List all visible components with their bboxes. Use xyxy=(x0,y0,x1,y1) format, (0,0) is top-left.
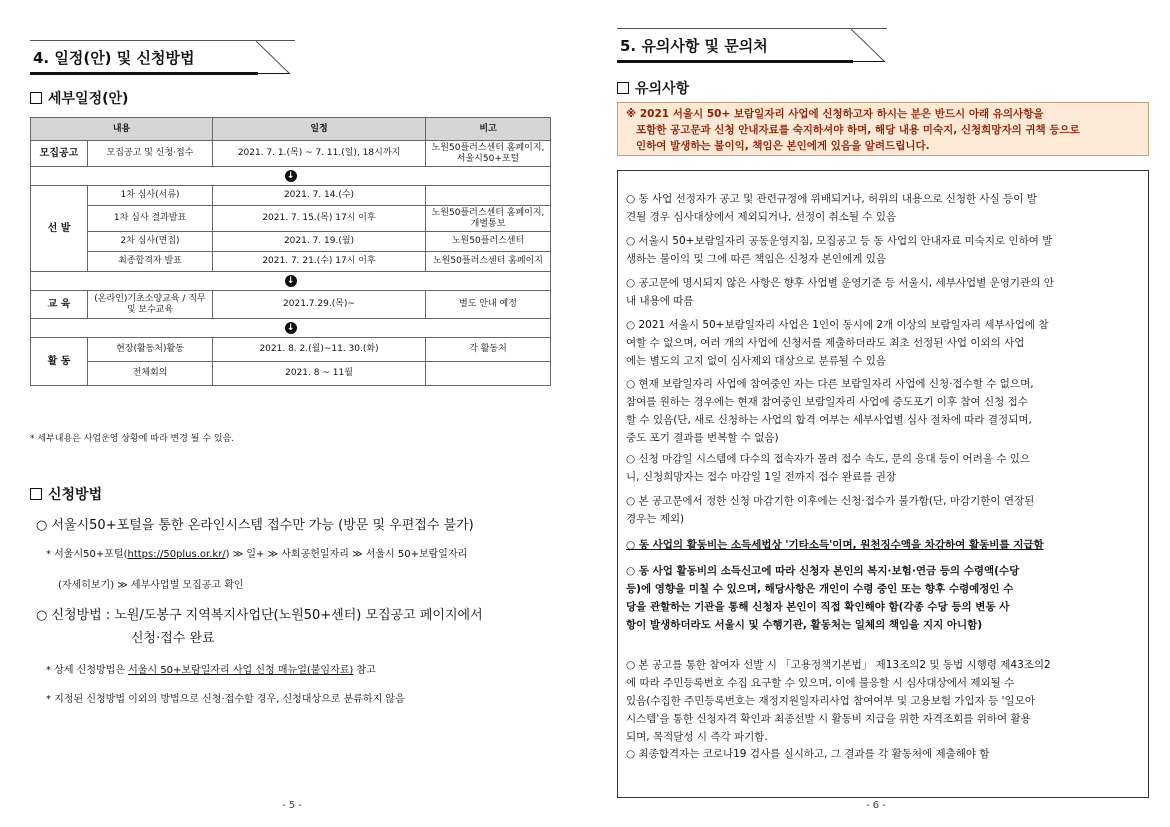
checkbox-square-icon xyxy=(617,82,629,94)
header-content: 내용 xyxy=(31,118,213,141)
date-cell: 2021. 7. 15.(목) 17시 이후 xyxy=(213,206,426,232)
notice-item-line: ○ 2021 서울시 50+보람일자리 사업은 1인이 동시에 2개 이상의 보람일자리 세부사업에 참 xyxy=(626,319,1049,331)
remark-cell: 노원50플러스센터 홈페이지, 개별통보 xyxy=(426,206,551,232)
phase-cell: 교 육 xyxy=(31,291,88,319)
item-cell: 2차 심사(면접) xyxy=(88,232,213,252)
remark-cell: 노원50플러스센터 홈페이지 xyxy=(426,252,551,272)
notice-item-line: 니, 신청희망자는 접수 마감일 1일 전까지 접수 완료를 권장 xyxy=(626,471,897,483)
arrow-row xyxy=(31,272,551,291)
date-cell: 2021. 7. 14.(수) xyxy=(213,186,426,206)
notice-item-line: ○ 동 사업 활동비의 소득신고에 따라 신청자 본인의 복지·보험·연금 등의 수령액(수당 xyxy=(626,565,1020,577)
header-remark: 비고 xyxy=(426,118,551,141)
page-number: - 5 - xyxy=(282,800,302,811)
notice-item-line: 할 수 있음(단, 새로 신청하는 사업의 합격 여부는 세부사업별 심사 절차에 따라 결정되며, xyxy=(626,414,1032,426)
section-title-underline xyxy=(617,60,853,63)
item-cell: 현장(활동처)활동 xyxy=(88,338,213,362)
note-portal-path-cont: (자세히보기) ≫ 세부사업별 모집공고 확인 xyxy=(58,580,244,591)
table-row xyxy=(31,338,551,362)
arrow-down-icon: ↓ xyxy=(285,275,297,287)
notice-item-line: 등)에 영향을 미칠 수 있으며, 해당사항은 개인이 수령 중인 또는 향후 수령예정인 수 xyxy=(626,583,1014,595)
arrow-row xyxy=(31,319,551,338)
manual-reference: 서울시 50+보람일자리 사업 신청 매뉴얼(붙임자료) xyxy=(128,665,354,676)
notice-item-line: ○ 동 사업 선정자가 공고 및 관련규정에 위배되거나, 허위의 내용으로 신청한 사실 등이 발 xyxy=(626,193,1037,205)
arrow-down-icon: ↓ xyxy=(285,322,297,334)
notice-item-line: ○ 서울시 50+보람일자리 공동운영지침, 모집공고 등 동 사업의 안내자료 미숙지로 인하여 발 xyxy=(626,235,1053,247)
notice-banner xyxy=(617,102,1149,156)
note-text: * 상세 신청방법은 xyxy=(46,665,129,676)
notice-item-line: ○ 신청 마감일 시스템에 다수의 접속자가 몰려 접수 속도, 문의 응대 등이 어려울 수 있으 xyxy=(626,453,1031,465)
bullet-apply-method-cont: 신청·접수 완료 xyxy=(131,631,215,646)
subheading-text: 세부일정(안) xyxy=(48,91,129,107)
subheading-notice xyxy=(617,78,689,98)
portal-link[interactable]: https://50plus.or.kr/ xyxy=(127,549,226,560)
page-6 xyxy=(585,0,1170,827)
table-row xyxy=(31,206,551,232)
notice-item-line: 에는 별도의 고지 없이 심사제외 대상으로 분류될 수 있음 xyxy=(626,355,886,367)
table-row xyxy=(31,141,551,167)
note-text: ) ≫ 일+ ≫ 사회공헌일자리 ≫ 서울시 50+보람일자리 xyxy=(225,549,468,560)
table-header-row xyxy=(31,118,551,141)
notice-item-line: 견될 경우 심사대상에서 제외되거나, 선정이 취소될 수 있음 xyxy=(626,211,897,223)
notice-line: ※ 2021 서울시 50+ 보람일자리 사업에 신청하고자 하시는 분은 반드시 아래 유의사항을 xyxy=(626,108,1044,120)
notice-item-line: 에 따라 주민등록번호 수집 요구할 수 있으며, 이에 불응할 시 심사대상에서 제외될 수 xyxy=(626,677,1015,689)
notice-item-line: 있음(수집한 주민등록번호는 재정지원일자리사업 참여여부 및 고용보험 가입자 등 '일모아 xyxy=(626,695,1035,707)
section-title-text: 5. 유의사항 및 문의처 xyxy=(620,37,768,55)
note-manual xyxy=(46,661,376,676)
schedule-table xyxy=(30,117,551,386)
remark-cell xyxy=(426,362,551,386)
item-cell: 전체회의 xyxy=(88,362,213,386)
note-invalid-method: * 지정된 신청방법 이외의 방법으로 신청·접수할 경우, 신청대상으로 분류하지 않음 xyxy=(46,694,405,705)
date-cell: 2021. 8. 2.(월)~11. 30.(화) xyxy=(213,338,426,362)
notice-item-line: ○ 공고문에 명시되지 않은 사항은 향후 사업별 운영기준 등 서울시, 세부사업별 운영기관의 안 xyxy=(626,277,1054,289)
arrow-row xyxy=(31,167,551,186)
checkbox-square-icon xyxy=(30,92,42,104)
section-title-text: 4. 일정(안) 및 신청방법 xyxy=(33,49,195,67)
item-cell: 1차 심사(서류) xyxy=(88,186,213,206)
notice-item-line: 중도 포기 결과를 번복할 수 없음) xyxy=(626,432,779,444)
notice-item-line: ○ 본 공고를 통한 참여자 선발 시 「고용정책기본법」 제13조의2 및 동법 시행령 제43조의2 xyxy=(626,659,1051,671)
remark-cell: 각 활동처 xyxy=(426,338,551,362)
phase-cell: 모집공고 xyxy=(31,141,88,167)
notice-item-line: ○ 최종합격자는 코로나19 검사를 실시하고, 그 결과를 각 활동처에 제출해야 함 xyxy=(626,748,990,760)
notice-item-line: 경우는 제외) xyxy=(626,513,685,525)
notice-item-line: 항이 발생하더라도 서울시 및 수행기관, 활동처는 일체의 책임을 지지 아니함) xyxy=(626,619,983,631)
subheading-text: 신청방법 xyxy=(48,487,103,503)
date-cell: 2021. 7. 1.(목) ~ 7. 11.(일), 18시까지 xyxy=(213,141,426,167)
notice-line: 포함한 공고문과 신청 안내자료를 숙지하셔야 하며, 해당 내용 미숙지, 신청희망자의 귀책 등으로 xyxy=(636,124,1080,136)
arrow-down-icon: ↓ xyxy=(285,170,297,182)
subheading-text: 유의사항 xyxy=(635,81,690,97)
notice-item-line: 참여를 원하는 경우에는 현재 참여중인 보람일자리 사업에 중도포기 이후 참여 신청 접수 xyxy=(626,396,1028,408)
notice-item-line: ○ 동 사업의 활동비는 소득세법상 '기타소득'이며, 원천징수액을 차감하여 활동비를 지급함 xyxy=(626,539,1044,551)
subheading-apply-method xyxy=(30,484,102,504)
notice-item-line: 내 내용에 따름 xyxy=(626,295,694,307)
item-cell: (온라인)기초소양교육 / 직무 및 보수교육 xyxy=(88,291,213,319)
notice-line: 인하여 발생하는 불이익, 책임은 본인에게 있음을 알려드립니다. xyxy=(636,140,930,152)
date-cell: 2021. 7. 21.(수) 17시 이후 xyxy=(213,252,426,272)
page-number: - 6 - xyxy=(866,800,886,811)
notice-item-line: ○ 본 공고문에서 정한 신청 마감기한 이후에는 신청·접수가 불가함(단, 마감기한이 연장된 xyxy=(626,495,1035,507)
subheading-detail-schedule xyxy=(30,88,128,108)
notice-item-line: 여할 수 없으며, 여러 개의 사업에 신청서를 제출하더라도 최초 선정된 사업 이외의 사업 xyxy=(626,337,1025,349)
note-text: 참고 xyxy=(353,665,376,676)
notice-item-line: 시스템'을 통한 신청자격 확인과 최종선발 시 활동비 지급을 위한 자격조회를 위하여 활용 xyxy=(626,713,1031,725)
notice-item-line: 되며, 목적달성 시 즉각 파기함. xyxy=(626,731,768,743)
phase-cell: 활 동 xyxy=(31,338,88,386)
remark-cell: 노원50플러스센터 xyxy=(426,232,551,252)
section-title-tab-shape xyxy=(851,28,891,64)
checkbox-square-icon xyxy=(30,488,42,500)
table-row xyxy=(31,186,551,206)
note-text: * 서울시50+포털( xyxy=(46,549,128,560)
section-title-tab-shape xyxy=(256,40,296,76)
date-cell: 2021. 8 ~ 11월 xyxy=(213,362,426,386)
bullet-online-only: ○ 서울시50+포털을 통한 온라인시스템 접수만 가능 (방문 및 우편접수 불가) xyxy=(36,518,474,533)
table-row xyxy=(31,232,551,252)
phase-cell: 선 발 xyxy=(31,186,88,272)
bullet-apply-method: ○ 신청방법 : 노원/도봉구 지역복지사업단(노원50+센터) 모집공고 페이지에서 xyxy=(36,608,483,623)
notice-item-line: 당을 관할하는 기관을 통해 신청자 본인이 직접 확인해야 함(각종 수당 등의 변동 사 xyxy=(626,601,1010,613)
notice-items-box xyxy=(617,170,1149,798)
date-cell: 2021. 7. 19.(월) xyxy=(213,232,426,252)
item-cell: 1차 심사 결과발표 xyxy=(88,206,213,232)
remark-cell: 별도 안내 예정 xyxy=(426,291,551,319)
section-title-schedule xyxy=(30,40,295,75)
item-cell: 모집공고 및 신청·접수 xyxy=(88,141,213,167)
item-cell: 최종합격자 발표 xyxy=(88,252,213,272)
table-footnote: * 세부내용은 사업운영 상황에 따라 변경 될 수 있음. xyxy=(30,434,235,444)
remark-cell: 노원50플러스센터 홈페이지, 서울시50+포털 xyxy=(426,141,551,167)
section-title-notice xyxy=(617,28,887,63)
table-row xyxy=(31,252,551,272)
date-cell: 2021.7.29.(목)~ xyxy=(213,291,426,319)
remark-cell xyxy=(426,186,551,206)
header-schedule: 일정 xyxy=(213,118,426,141)
notice-item-line: ○ 현재 보람일자리 사업에 참여중인 자는 다른 보람일자리 사업에 신청·접수할 수 없으며, xyxy=(626,378,1034,390)
notice-item-line: 생하는 불이익 및 그에 따른 책임은 신청자 본인에게 있음 xyxy=(626,253,886,265)
table-row xyxy=(31,291,551,319)
table-row xyxy=(31,362,551,386)
note-portal-path xyxy=(46,545,467,560)
section-title-underline xyxy=(30,72,258,75)
